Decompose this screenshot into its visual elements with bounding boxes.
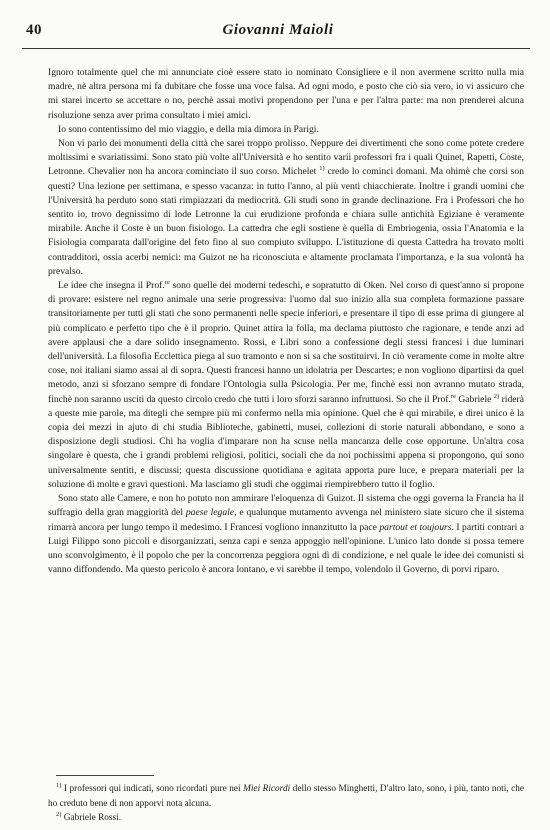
paragraph-1: Ignoro totalmente quel che mi annunciate cioè essere stato io nominato Consigliere e il non avermene scritto nulla mia madre, nè altra persona mi fa dubitare che fosse una voce falsa. Ad ogni modo, e posto che ciò sia vero, io vi assicuro che mi starei incerto se accettare o no, perchè assai motivi propendono per l'una e per l'altra parte: ma non prenderei alcuna risoluzione senza aver prima consultato i miei amici.: [48, 67, 524, 121]
footnote-1-text-b: dello stesso Minghetti, D'altro lato, sono, i più, tanto noti, che ho creduto bene di non apporvi nota alcuna.: [48, 784, 524, 809]
footnote-ref-2: 2): [493, 392, 500, 400]
paragraph-5: [48, 492, 524, 577]
footnote-1-italic: Miei Ricordi: [243, 784, 291, 794]
paragraph-4-text-b: sono quelle dei moderni tedeschi, e sopratutto di Oken. Nel corso di quest'anno si propone di provare: esistere nel regno animale una serie progressiva: l'uomo dal suo inizio alla sua completa formazione passare transitoriamente per tutti gli stati che sono permanenti nelle specie inferiori, e presentare il tipo di esse prima di giungere al più complicato e perfetto tipo che è il proprio. Quinet attira la folla, ma declama piuttosto che ragionare, e tende anzi ad avere applausi che a dare solido insegnamento. Rossi, e Libri sono a confessione degli stessi francesi i due luminari dell'università. La filosofia Ecclettica piega al suo tramonto e non si sa che sostituirvi. In ciò veramente come in molte altre cose, noi italiani siamo assai al di sopra. Questi francesi hanno un idolatria per Descartes; e non vogliono dipartirsi da quel metodo, anzi si sforzano sempre di fondare l'Ontologia sulla Psicologia. Per me, finchè essi non avranno mutato strada, finchè non saranno usciti da questo circolo credo che tutti i loro sforzi saranno infruttuosi. So che il Prof.: [48, 280, 524, 405]
footnote-ref-1: 1): [319, 165, 325, 173]
paragraph-3-text-b: credo lo cominci domani. Ma ohimè che corsi son questi? Una lezione per settimana, e spesso vacanza: in tutto l'anno, al più venti chiacchierate. Inoltre i grandi uomini che l'Università ha perduto sono stati rimpiazzati da mediocrità. Gli studi sono in grande declinazione. Fra i Professori che ho sentito io, trovo degnissimo di lode Letronne la cui erudizione profonda e chiara sulle antichità Egiziane è veramente mirabile. Anche il Coste è un buon fisiologo. La cattedra che egli sostiene è quella di Embriogenia, ossia l'Anatomia e la Fisiologia comparata dall'origine del feto fino al suo compiuto sviluppo. L'istituzione di questa Cattedra ha trovato molti contradditori, ossia acerbi nemici: ma Guizot ne ha riconosciuta e altamente proclamata l'importanza, e la sua volontà ha prevalso.: [48, 166, 524, 277]
footnotes: [48, 782, 524, 826]
paragraph-3: [48, 137, 524, 279]
footnote-1: [48, 782, 524, 811]
paragraph-4-text-d: riderà a queste mie parole, ma ditegli che sempre più mi confermo nella mia opinione. Quel che è qui mirabile, e direi unico è la copia dei mezzi in ajuto di chi studia Biblioteche, gabinetti, musei, collezioni di storie naturali abbondano, e sono a disposizione degli studiosi. Chi ha voglia d'imparare non ha scuse nella mancanza delle cose opportune. Un'altra cosa singolare è questa, che i grandi problemi religiosi, politici, sociali che da noi pochissimi appena si propongono, qui sono universalmente sentiti, e discussi; questa discussione quotidiana e agitata apporta pure luce, e prepara materiali per la soluzione di molte e gravi questioni. Ma lasciamo gli studi che oggimai riempirebbero tutto il foglio.: [48, 393, 524, 490]
paragraph-4: [48, 279, 524, 492]
paragraph-5-text-b: , e qualunque mutamento avvenga nel ministero siate sicuro che il sistema rimarrà ancora per lungo tempo il medesimo. I Francesi vogliono innanzitutto la pace: [48, 507, 524, 533]
paragraph-4-text-c: Gabriele: [455, 393, 492, 405]
page-header: [26, 22, 530, 44]
footnote-1-mark: 1): [56, 782, 62, 789]
footnote-rule: [56, 775, 154, 776]
footnote-1-text-a: I professori qui indicati, sono ricordati pure nei: [61, 784, 244, 794]
footnote-2-mark: 2): [56, 811, 62, 818]
page-number: 40: [26, 22, 42, 38]
footnote-2-text: Gabriele Rossi.: [61, 813, 122, 823]
header-rule: [22, 48, 530, 49]
paragraph-4-text-a: Le idee che insegna il Prof.: [58, 280, 165, 292]
superscript-re-2: re: [450, 392, 456, 400]
paragraph-5-text-c: . I partiti contrari a Luigi Filippo sono piccoli e disorganizzati, senza capi e senza appoggio nell'opinione. L'unico lato donde si possa temere uno sconvolgimento, è il popolo che per la concorrenza peggiora ogni dì di condizione, e nel quale le idee dei comunisti si vanno diffondendo. Ma questo pericolo è ancora lontano, e vi sarebbe il tempo, volendolo il Governo, di porvi riparo.: [48, 521, 524, 576]
running-head: Giovanni Maioli: [222, 22, 334, 38]
paragraph-5-text-a: Sono stato alle Camere, e non ho potuto non ammirare l'eloquenza di Guizot. Il sistema che oggi governa la Francia ha il suffragio della gran maggiorità del: [48, 493, 524, 519]
paragraph-2: Io sono contentissimo del mio viaggio, e della mia dimora in Parigi.: [58, 123, 319, 135]
footnote-2: [48, 811, 524, 826]
body-text: [48, 66, 524, 577]
paragraph-3-text-a: Non vi parlo dei monumenti della città che sarei troppo prolisso. Neppure dei divertimenti che sono come potete credere moltissimi e svariatissimi. Sono stato più volte all'Università e ho sentito varii professori fra i quali Quinet, Rapetti, Coste, Letronne. Chevalier non ha ancora cominciato il suo corso. Michelet: [48, 138, 524, 178]
paragraph-5-italic-2: partout et toujours: [379, 521, 452, 533]
superscript-re-1: re: [164, 279, 170, 287]
paragraph-5-italic-1: paese legale: [185, 507, 235, 519]
